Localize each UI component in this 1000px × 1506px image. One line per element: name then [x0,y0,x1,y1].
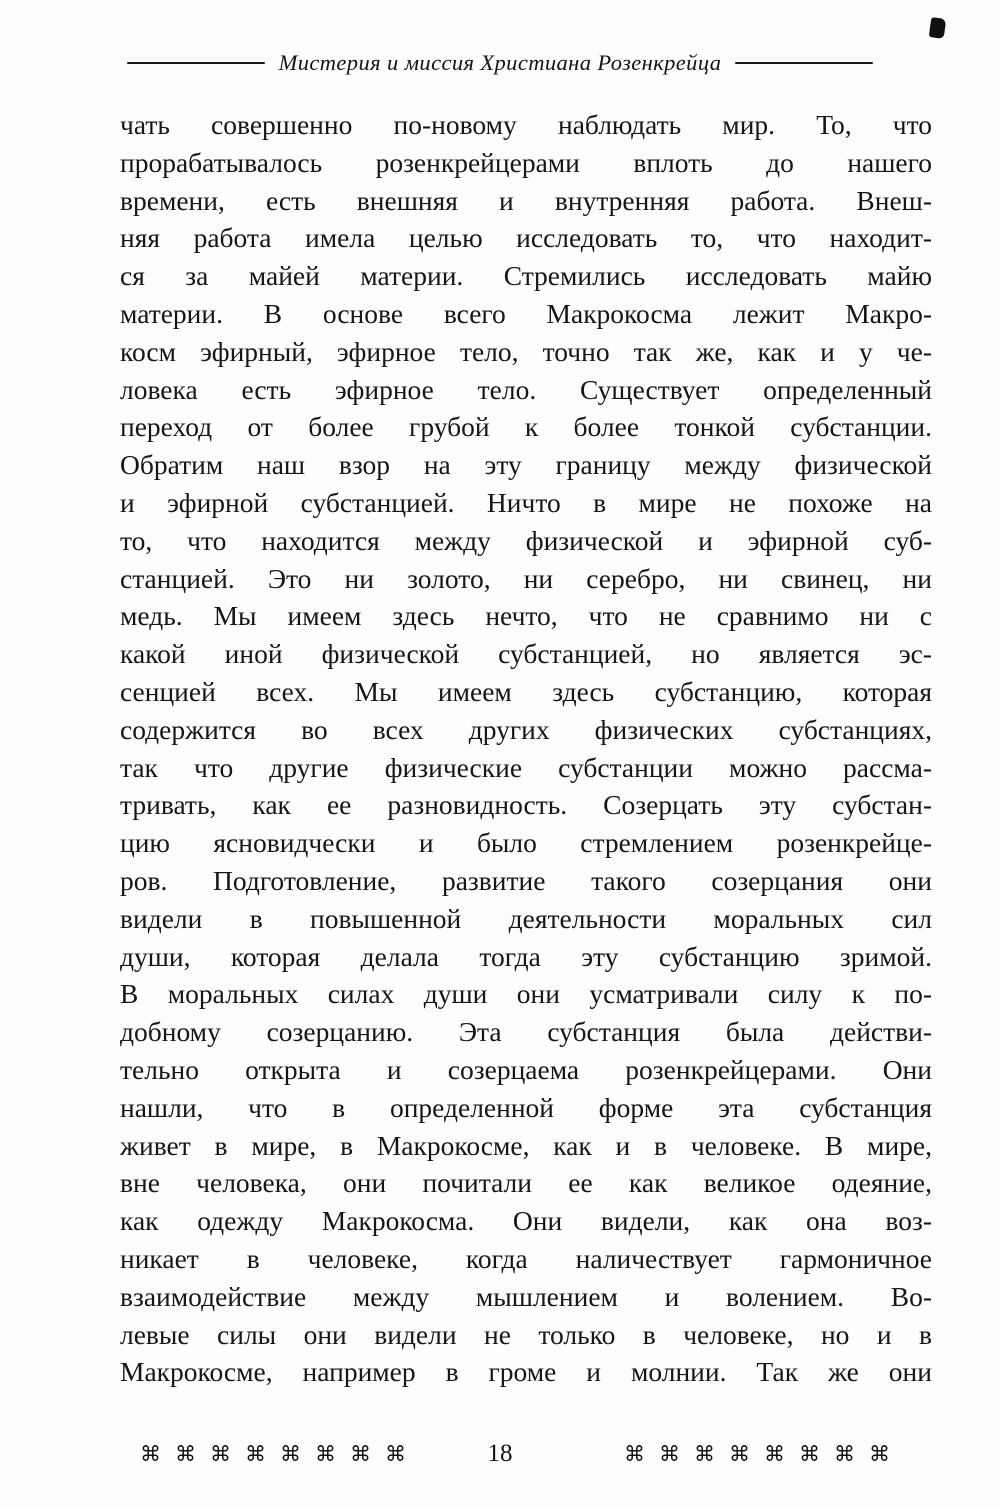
ornament-band-right: ⌘⌘⌘⌘⌘⌘⌘⌘ [624,1442,904,1466]
text-line: времени, есть внешняя и внутренняя работа. Внеш- [120,184,932,216]
text-line: и эфирной субстанцией. Ничто в мире не похоже на [120,486,932,518]
text-line: содержится во всех других физических субстанциях, [120,713,932,745]
page-number: 18 [487,1440,513,1467]
ornament-band-left: ⌘⌘⌘⌘⌘⌘⌘⌘ [140,1442,420,1466]
body-text-block [120,106,932,1391]
text-line: живет в мире, в Макрокосме, как и в человеке. В мире, [120,1129,932,1161]
text-line: ся за майей материи. Стремились исследовать майю [120,260,932,292]
text-line: няя работа имела целью исследовать то, что находит- [120,222,932,254]
text-line: так что другие физические субстанции можно рассма- [120,751,932,783]
text-line: добному созерцанию. Эта субстанция была действи- [120,1016,932,1048]
text-line: то, что находится между физической и эфирной суб- [120,524,932,556]
scan-artifact [929,17,947,39]
text-line: видели в повышенной деятельности моральных сил [120,902,932,934]
running-head [0,50,1000,76]
text-line: Обратим наш взор на эту границу между физической [120,449,932,481]
text-line: никает в человеке, когда наличествует гармоничное [120,1242,932,1274]
text-line: цию ясновидчески и было стремлением розенкрейце- [120,827,932,859]
text-line: сенцией всех. Мы имеем здесь субстанцию, которая [120,675,932,707]
text-line: взаимодействие между мышлением и волением. Во- [120,1280,932,1312]
header-rule-right [735,62,873,64]
text-line: левые силы они видели не только в человеке, но и в [120,1318,932,1350]
page-footer [0,1438,1000,1478]
text-line: тривать, как ее разновидность. Созерцать эту субстан- [120,789,932,821]
text-line: Макрокосме, например в громе и молнии. Так же они [120,1356,932,1388]
text-line: косм эфирный, эфирное тело, точно так же, как и у че- [120,335,932,367]
text-line: чать совершенно по-новому наблюдать мир. То, что [120,109,932,140]
page-title: Мистерия и миссия Христиана Розенкрейца [278,50,722,75]
text-line: какой иной физической субстанцией, но является эс- [120,638,932,670]
text-line: медь. Мы имеем здесь нечто, что не сравнимо ни с [120,600,932,632]
text-line: материи. В основе всего Макрокосма лежит Макро- [120,297,932,329]
text-line: ловека есть эфирное тело. Существует определенный [120,373,932,405]
text-line: души, которая делала тогда эту субстанцию зримой. [120,940,932,972]
text-line: тельно открыта и созерцаема розенкрейцерами. Они [120,1053,932,1085]
text-line: ров. Подготовление, развитие такого созерцания они [120,864,932,896]
text-line: вне человека, они почитали ее как великое одеяние, [120,1167,932,1199]
header-rule-left [127,62,265,64]
text-line: станцией. Это ни золото, ни серебро, ни свинец, ни [120,562,932,594]
text-line: прорабатывалось розенкрейцерами вплоть до нашего [120,146,932,178]
text-line: как одежду Макрокосма. Они видели, как она воз- [120,1205,932,1237]
text-line: В моральных силах души они усматривали силу к по- [120,978,932,1010]
text-line: нашли, что в определенной форме эта субстанция [120,1091,932,1123]
text-line: переход от более грубой к более тонкой субстанции. [120,411,932,443]
